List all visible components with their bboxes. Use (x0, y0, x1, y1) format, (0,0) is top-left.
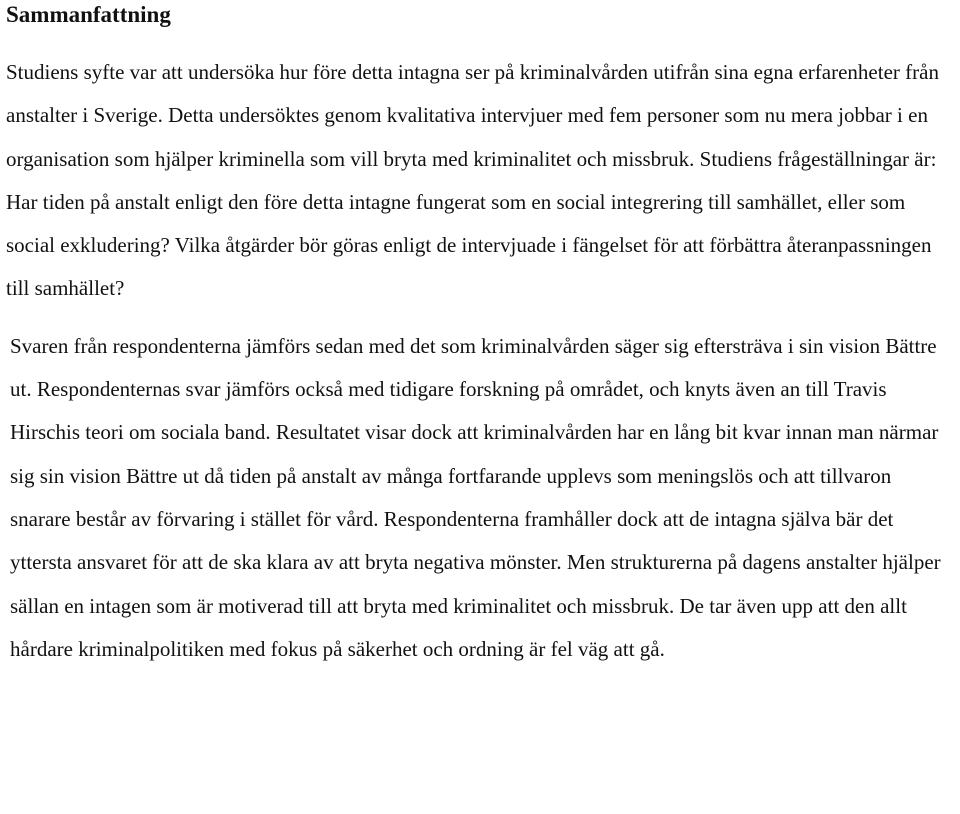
section-heading: Sammanfattning (6, 2, 171, 27)
paragraph-purpose: Studiens syfte var att undersöka hur före detta intagna ser på kriminalvården utifrån sina egna erfarenheter från anstalter i Sverige. Detta undersöktes genom kvalitativa intervjuer med fem personer som nu mera jobbar i en organisation som hjälper kriminella som vill bryta med kriminalitet och missbruk. Studiens frågeställningar är: Har tiden på anstalt enligt den före detta intagne fungerat som en social integrering till samhället, eller som social exkludering? Vilka åtgärder bör göras enligt de intervjuade i fängelset för att förbättra återanpassningen till samhället? (6, 60, 939, 301)
paragraph-results: Svaren från respondenterna jämförs sedan med det som kriminalvården säger sig eftersträva i sin vision Bättre ut. Respondenternas svar jämförs också med tidigare forskning på området, och knyts även an till Travis Hirschis teori om sociala band. Resultatet visar dock att kriminalvården har en lång bit kvar innan man närmar sig sin vision Bättre ut då tiden på anstalt av många fortfarande upplevs som meningslös och att tillvaron snarare består av förvaring i stället för vård. Respondenterna framhåller dock att de intagna själva bär det yttersta ansvaret för att de ska klara av att bryta negativa mönster. Men strukturerna på dagens anstalter hjälper sällan en intagen som är motiverad till att bryta med kriminalitet och missbruk. De tar även upp att den allt hårdare kriminalpolitiken med fokus på säkerhet och ordning är fel väg att gå. (10, 333, 941, 661)
